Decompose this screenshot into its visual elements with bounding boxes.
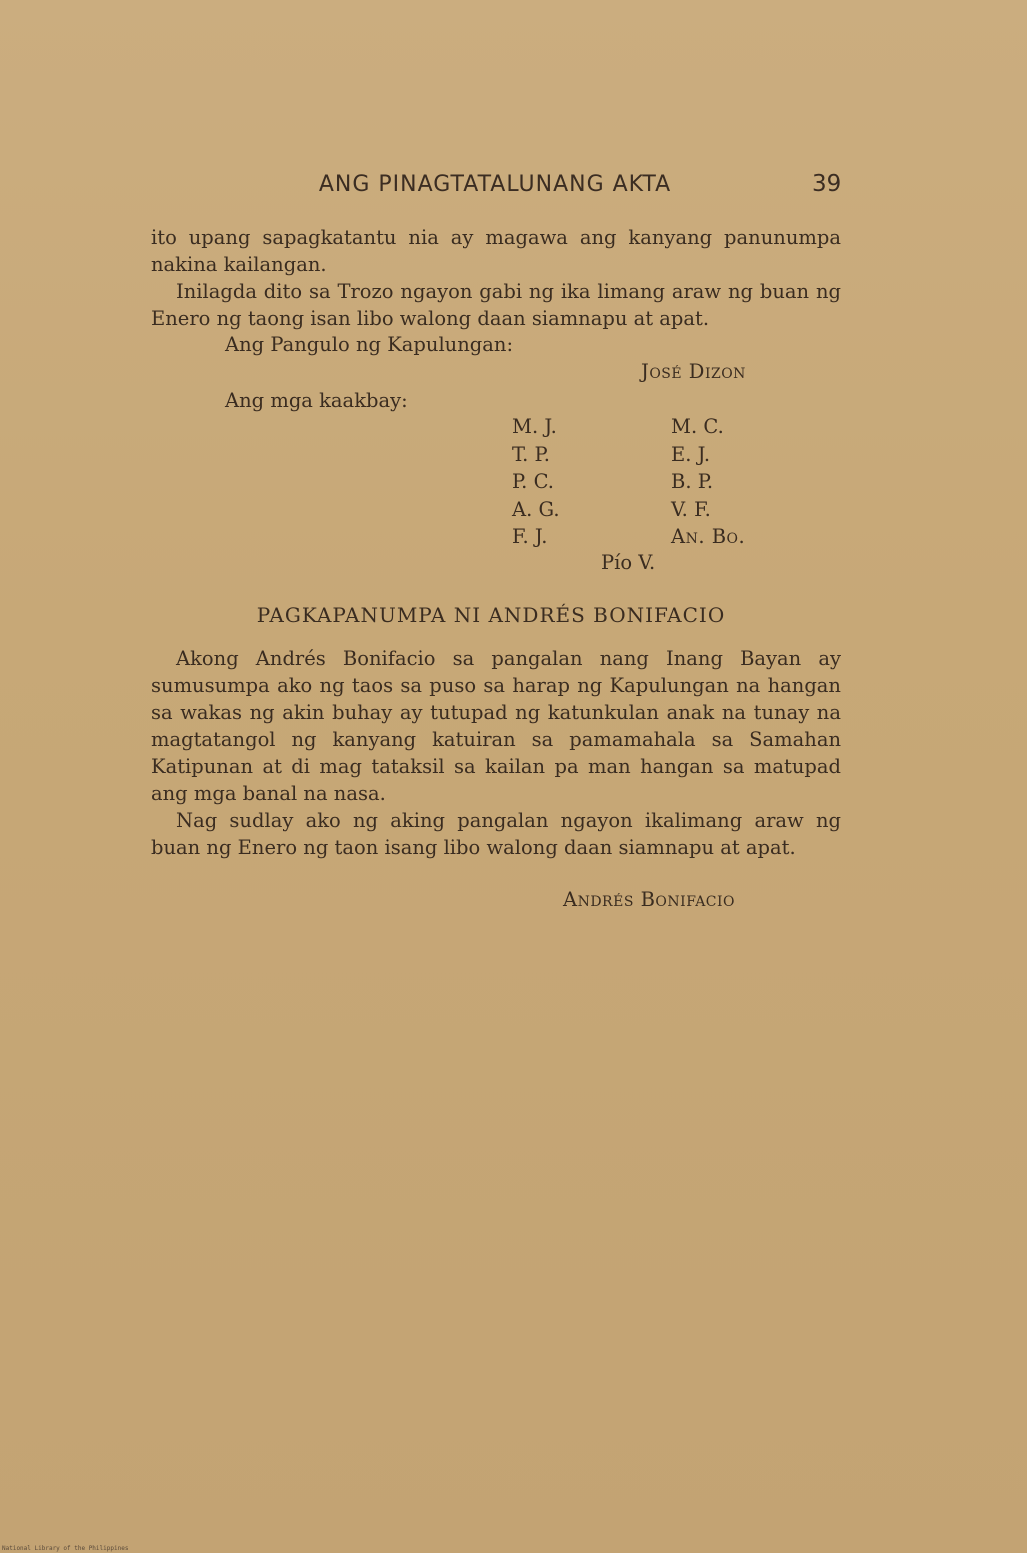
initials-left-column: [512, 413, 560, 551]
paragraph-signing: Inilagda dito sa Trozo ngayon gabi ng ika limang araw ng buan ng Enero ng taong isan libo walong daan siamnapu at apat.: [151, 280, 841, 330]
president-label: Ang Pangulo ng Kapulungan:: [225, 333, 514, 356]
initials-item: V. F.: [671, 497, 711, 521]
initials-item: A. G.: [512, 497, 560, 521]
initials-item: B. P.: [671, 470, 714, 493]
initials-item: An. Bo.: [671, 525, 746, 548]
initials-item: T. P.: [512, 442, 550, 466]
oath-signature: Andrés Bonifacio: [563, 888, 736, 911]
companions-label: Ang mga kaakbay:: [225, 389, 408, 412]
president-name: José Dizon: [641, 360, 746, 383]
paragraph-continuation: ito upang sapagkatantu nia ay magawa ang kanyang panunumpa nakina kailangan.: [151, 226, 841, 276]
initials-item: E. J.: [671, 442, 711, 466]
initials-item: P. C.: [512, 470, 554, 493]
initials-item: M. J.: [512, 415, 557, 438]
page-number: 39: [812, 171, 842, 197]
paragraph-signing: Nag sudlay ako ng aking pangalan ngayon ikalimang araw ng buan ng Enero ng taon isang libo walong daan siamnapu at apat.: [151, 809, 841, 859]
initials-item: M. C.: [671, 415, 724, 438]
initials-right-column: [671, 413, 745, 551]
library-watermark: National Library of the Philippines: [2, 1545, 129, 1552]
running-header: ANG PINAGTATALUNANG AKTA: [318, 172, 672, 197]
section-heading: PAGKAPANUMPA NI ANDRÉS BONIFACIO: [256, 603, 726, 627]
last-signature: Pío V.: [601, 551, 656, 574]
paragraph-oath: Akong Andrés Bonifacio sa pangalan nang Inang Bayan ay sumusumpa ako ng taos sa puso sa harap ng Kapulungan na hangan sa wakas ng akin buhay ay tutupad ng katunkulan anak na tunay na magtatangol ng kanyang katuiran sa pamamahala sa Samahan Katipunan at di mag tataksil sa kailan pa man hangan sa matupad ang mga banal na nasa.: [151, 647, 841, 805]
section2-text: [151, 645, 841, 861]
section1-text: [151, 224, 841, 332]
initials-item: F. J.: [512, 525, 548, 548]
